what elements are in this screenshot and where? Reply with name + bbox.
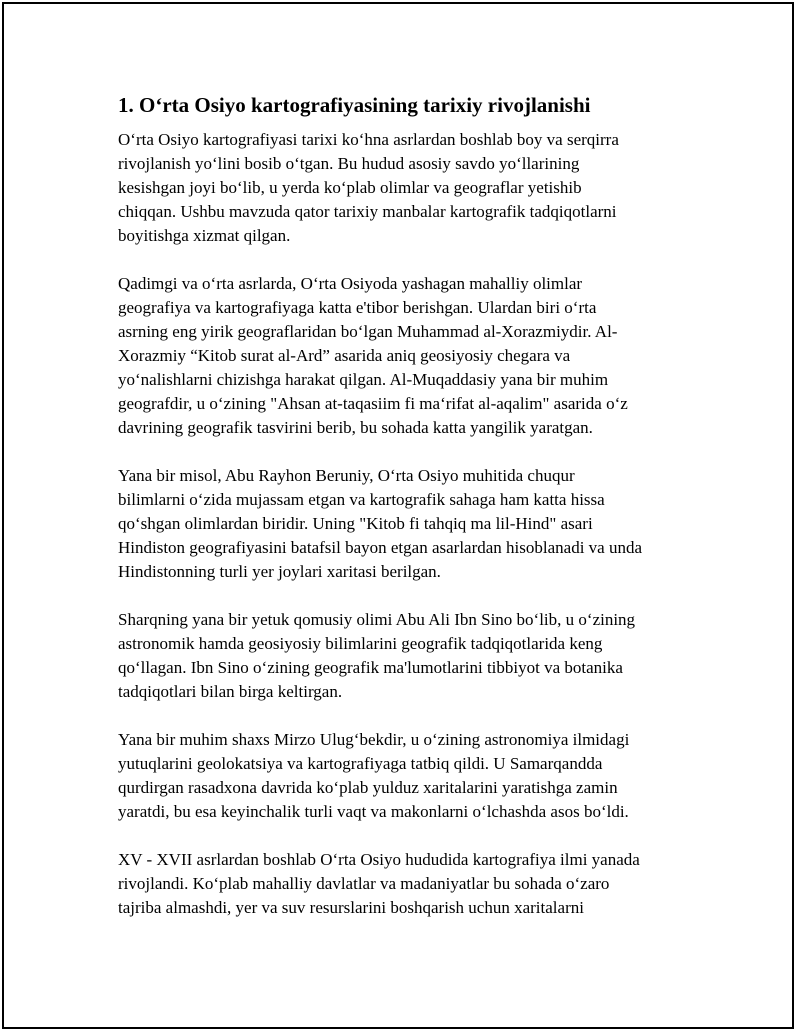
paragraph-line: O‘rta Osiyo kartografiyasi tarixi ko‘hna asrlardan boshlab boy va serqirra <box>118 130 619 149</box>
paragraph-line: yo‘nalishlarni chizishga harakat qilgan. Al-Muqaddasiy yana bir muhim <box>118 370 609 389</box>
paragraph-xorazmiy <box>118 272 688 440</box>
paragraph-intro <box>118 128 688 248</box>
paragraph-line: astronomik hamda geosiyosiy bilimlarini geografik tadqiqotlarida keng <box>118 634 603 653</box>
document-body <box>118 92 688 944</box>
paragraph-line: asrning eng yirik geograflaridan bo‘lgan Muhammad al-Xorazmiydir. Al- <box>118 322 618 341</box>
paragraph-line: geografdir, u o‘zining "Ahsan at-taqasiim fi ma‘rifat al-aqalim" asarida o‘z <box>118 394 628 413</box>
paragraph-line: rivojlandi. Ko‘plab mahalliy davlatlar va madaniyatlar bu sohada o‘zaro <box>118 874 610 893</box>
paragraph-line: chiqqan. Ushbu mavzuda qator tarixiy manbalar kartografik tadqiqotlarni <box>118 202 617 221</box>
paragraph-line: Qadimgi va o‘rta asrlarda, O‘rta Osiyoda yashagan mahalliy olimlar <box>118 274 583 293</box>
paragraph-line: yutuqlarini geolokatsiya va kartografiyaga tatbiq qildi. U Samarqandda <box>118 754 603 773</box>
paragraph-line: Yana bir muhim shaxs Mirzo Ulug‘bekdir, u o‘zining astronomiya ilmidagi <box>118 730 630 749</box>
paragraph-line: tadqiqotlari bilan birga keltirgan. <box>118 682 343 701</box>
paragraph-line: qo‘llagan. Ibn Sino o‘zining geografik ma'lumotlarini tibbiyot va botanika <box>118 658 623 677</box>
paragraph-line: boyitishga xizmat qilgan. <box>118 226 291 245</box>
paragraph-line: yaratdi, bu esa keyinchalik turli vaqt va makonlarni o‘lchashda asos bo‘ldi. <box>118 802 629 821</box>
paragraph-line: davrining geografik tasvirini berib, bu sohada katta yangilik yaratgan. <box>118 418 593 437</box>
paragraph-line: qurdirgan rasadxona davrida ko‘plab yulduz xaritalarini yaratishga zamin <box>118 778 618 797</box>
paragraph-ibn-sino <box>118 608 688 704</box>
paragraph-line: Hindistonning turli yer joylari xaritasi berilgan. <box>118 562 441 581</box>
paragraph-line: qo‘shgan olimlardan biridir. Uning "Kitob fi tahqiq ma lil-Hind" asari <box>118 514 593 533</box>
paragraph-line: tajriba almashdi, yer va suv resurslarini boshqarish uchun xaritalarni <box>118 898 584 917</box>
paragraph-line: bilimlarni o‘zida mujassam etgan va kartografik sahaga ham katta hissa <box>118 490 605 509</box>
paragraph-line: rivojlanish yo‘lini bosib o‘tgan. Bu hudud asosiy savdo yo‘llarining <box>118 154 580 173</box>
paragraph-beruniy <box>118 464 688 584</box>
paragraph-line: Xorazmiy “Kitob surat al-Ard” asarida aniq geosiyosiy chegara va <box>118 346 571 365</box>
paragraph-line: Yana bir misol, Abu Rayhon Beruniy, O‘rta Osiyo muhitida chuqur <box>118 466 575 485</box>
paragraph-line: kesishgan joyi bo‘lib, u yerda ko‘plab olimlar va geograflar yetishib <box>118 178 582 197</box>
paragraph-line: Sharqning yana bir yetuk qomusiy olimi Abu Ali Ibn Sino bo‘lib, u o‘zining <box>118 610 636 629</box>
paragraph-line: Hindiston geografiyasini batafsil bayon etgan asarlardan hisoblanadi va unda <box>118 538 643 557</box>
paragraph-line: XV - XVII asrlardan boshlab O‘rta Osiyo hududida kartografiya ilmi yanada <box>118 850 640 869</box>
section-heading: 1. O‘rta Osiyo kartografiyasining tarixiy rivojlanishi <box>118 93 591 117</box>
paragraph-line: geografiya va kartografiyaga katta e'tibor berishgan. Ulardan biri o‘rta <box>118 298 597 317</box>
paragraph-ulugbek <box>118 728 688 824</box>
paragraph-xv-xvii <box>118 848 688 920</box>
